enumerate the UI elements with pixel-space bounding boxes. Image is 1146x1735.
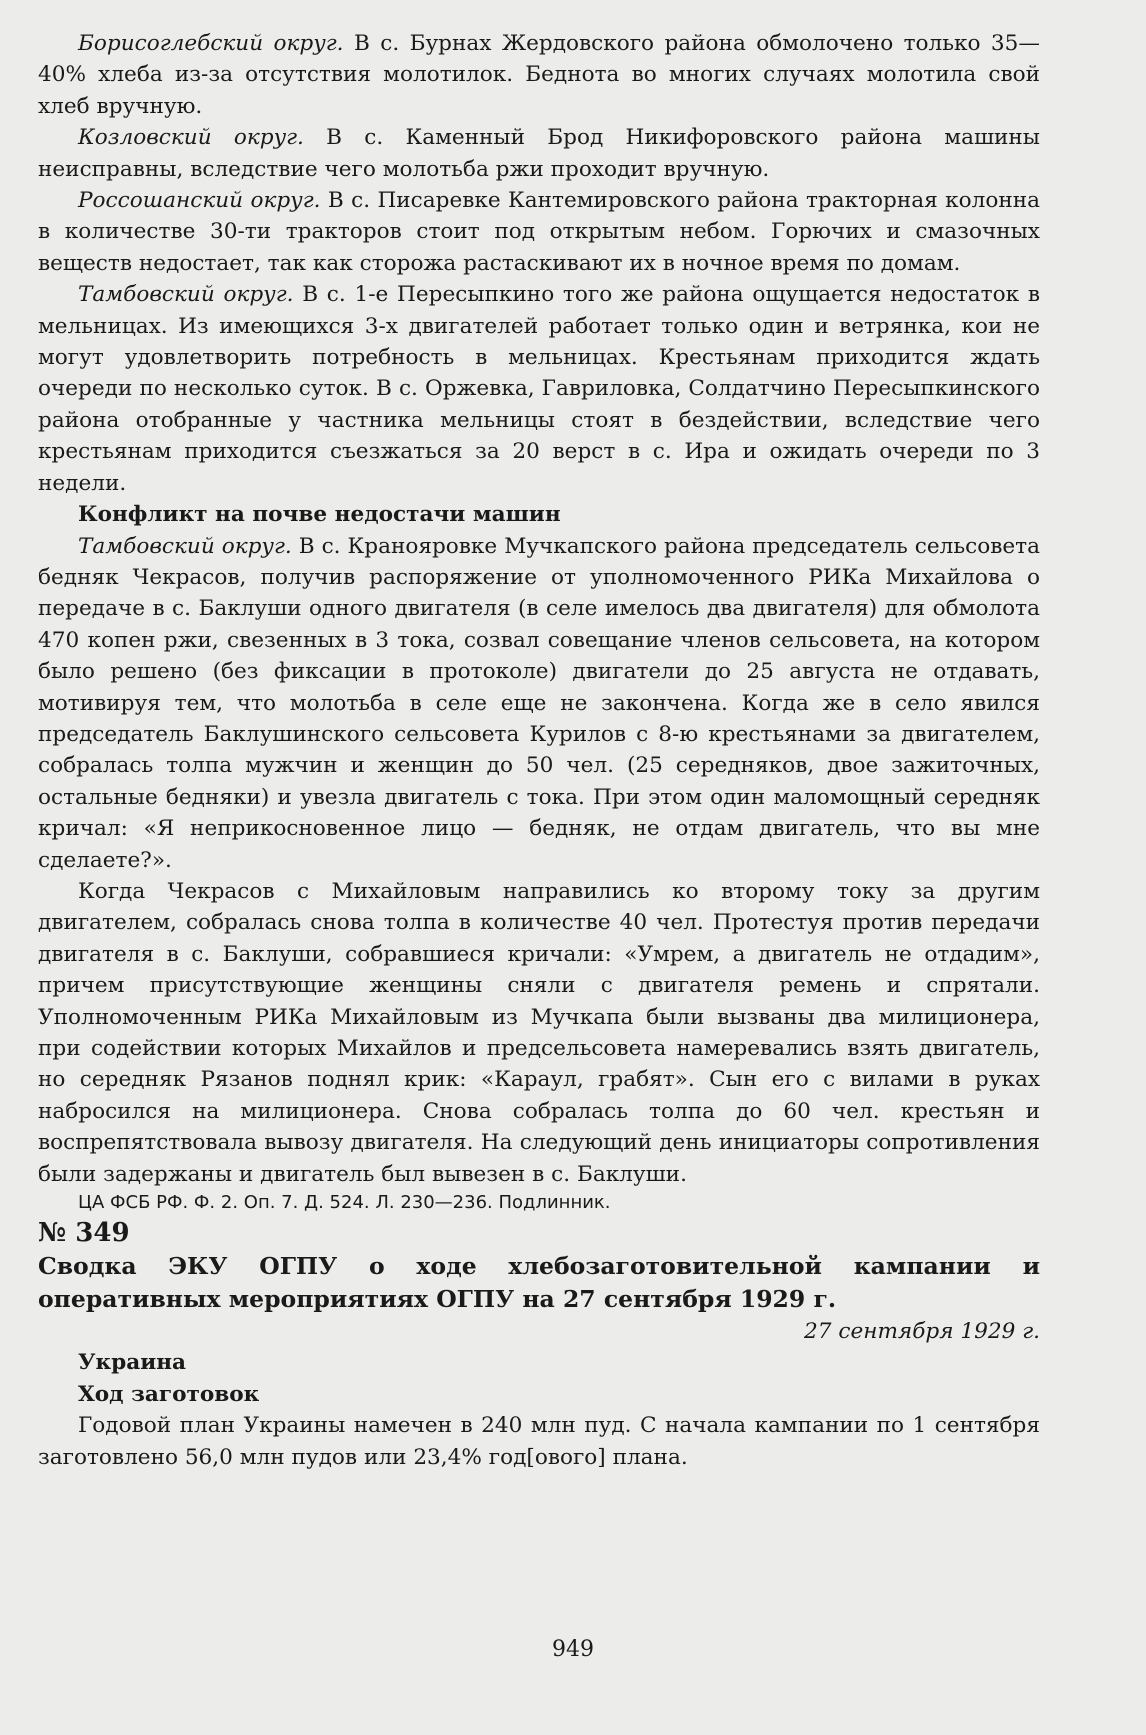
paragraph-borisoglebsk — [38, 28, 1040, 122]
district-name: Козловский округ. — [78, 125, 304, 151]
district-name: Борисоглебский округ. — [78, 31, 344, 56]
paragraph-tambov — [38, 279, 1040, 499]
page-number: 949 — [552, 1637, 594, 1662]
conflict-heading: Конфликт на почве недостачи машин — [78, 502, 561, 528]
district-name: Тамбовский округ. — [78, 282, 294, 308]
district-name: Тамбовский округ. — [78, 533, 292, 559]
archival-source: ЦА ФСБ РФ. Ф. 2. Оп. 7. Д. 524. Л. 230—236. Подлинник. — [78, 1192, 611, 1214]
conflict-paragraph-2: Когда Чекрасов с Михайловым направились ко второму току за другим двигателем, собралась снова толпа в количестве 40 чел. Протестуя против передачи двигателя в с. Баклуши, собравшиеся кричали: «Умрем, а двигатель не отдадим», причем присутствующие женщины сняли с двигателя ремень и спрятали. Уполномоченным РИКа Михайловым из Мучкапа были вызваны два милиционера, при содействии которых Михайлов и предсельсовета намеревались взять двигатель, но середняк Рязанов поднял крик: «Караул, грабят». Сын его с вилами в руках набросился на милиционера. Снова собралась толпа до 60 чел. крестьян и воспрепятствовала вывозу двигателя. На следующий день инициаторы сопротивления были задержаны и двигатель был вывезен в с. Баклуши. — [38, 878, 1040, 1187]
paragraph-text: В с. Писаревке Кантемировского района тракторная колонна в количестве 30-ти тракторов стоит под открытым небом. Горючих и смазочных веществ недостает, так как сторожа растаскивают их в ночное время по домам. — [38, 188, 1040, 276]
document-number: № 349 — [38, 1218, 130, 1249]
document-title: Сводка ЭКУ ОГПУ о ходе хлебозаготовительной кампании и оперативных мероприятиях ОГПУ на 27 сентября 1929 г. — [38, 1252, 1040, 1314]
paragraph-text: В с. Каменный Брод Никифоровского района машины неисправны, вследствие чего молотьба ржи проходит вручную. — [38, 125, 1040, 182]
district-name: Россошанский округ. — [78, 188, 321, 214]
paragraph-text: В с. Кранояровке Мучкапского района председатель сельсовета бедняк Чекрасов, получив распоряжение от уполномоченного РИКа Михайлова о передаче в с. Баклуши одного двигателя (в селе имелось два двигателя) для обмолота 470 копен ржи, свезенных в 3 тока, созвал совещание членов сельсовета, на котором было решено (без фиксации в протоколе) двигатели до 25 августа не отдавать, мотивируя тем, что молотьба в селе еще не закончена. Когда же в село явился председатель Баклушинского сельсовета Курилов с 8-ю крестьянами за двигателем, собралась толпа мужчин и женщин до 50 чел. (25 середняков, двое зажиточных, остальные бедняки) и увезла двигатель с тока. При этом один маломощный середняк кричал: «Я неприкосновенное лицо — бедняк, не отдам двигатель, что вы мне сделаете?». — [38, 533, 1040, 873]
document-date: 27 сентября 1929 г. — [804, 1319, 1040, 1345]
region-heading: Украина — [78, 1350, 187, 1376]
paragraph-text: В с. 1-е Пересыпкино того же района ощущается недостаток в мельницах. Из имеющихся 3-х двигателей работает только один и ветрянка, кои не могут удовлетворить потребность в мельницах. Крестьянам приходится ждать очереди по несколько суток. В с. Оржевка, Гавриловка, Солдатчино Пересыпкинского района отобранные у частника мельницы стоят в бездействии, вследствие чего крестьянам приходится съезжаться за 20 верст в с. Ира и ожидать очереди по 3 недели. — [38, 282, 1040, 496]
paragraph-rossosh — [38, 185, 1040, 279]
paragraph-kozlov — [38, 122, 1040, 185]
document-paragraph: Годовой план Украины намечен в 240 млн пуд. С начала кампании по 1 сентября заготовлено 56,0 млн пудов или 23,4% год[ового] плана. — [38, 1413, 1040, 1470]
text-column — [38, 28, 1040, 1473]
paragraph-text: В с. Бурнах Жердовского района обмолочено только 35—40% хлеба из-за отсутствия молотилок. Беднота во многих случаях молотила свой хлеб вручную. — [38, 31, 1040, 119]
section-heading: Ход заготовок — [78, 1381, 260, 1407]
conflict-paragraph-1 — [38, 531, 1040, 876]
